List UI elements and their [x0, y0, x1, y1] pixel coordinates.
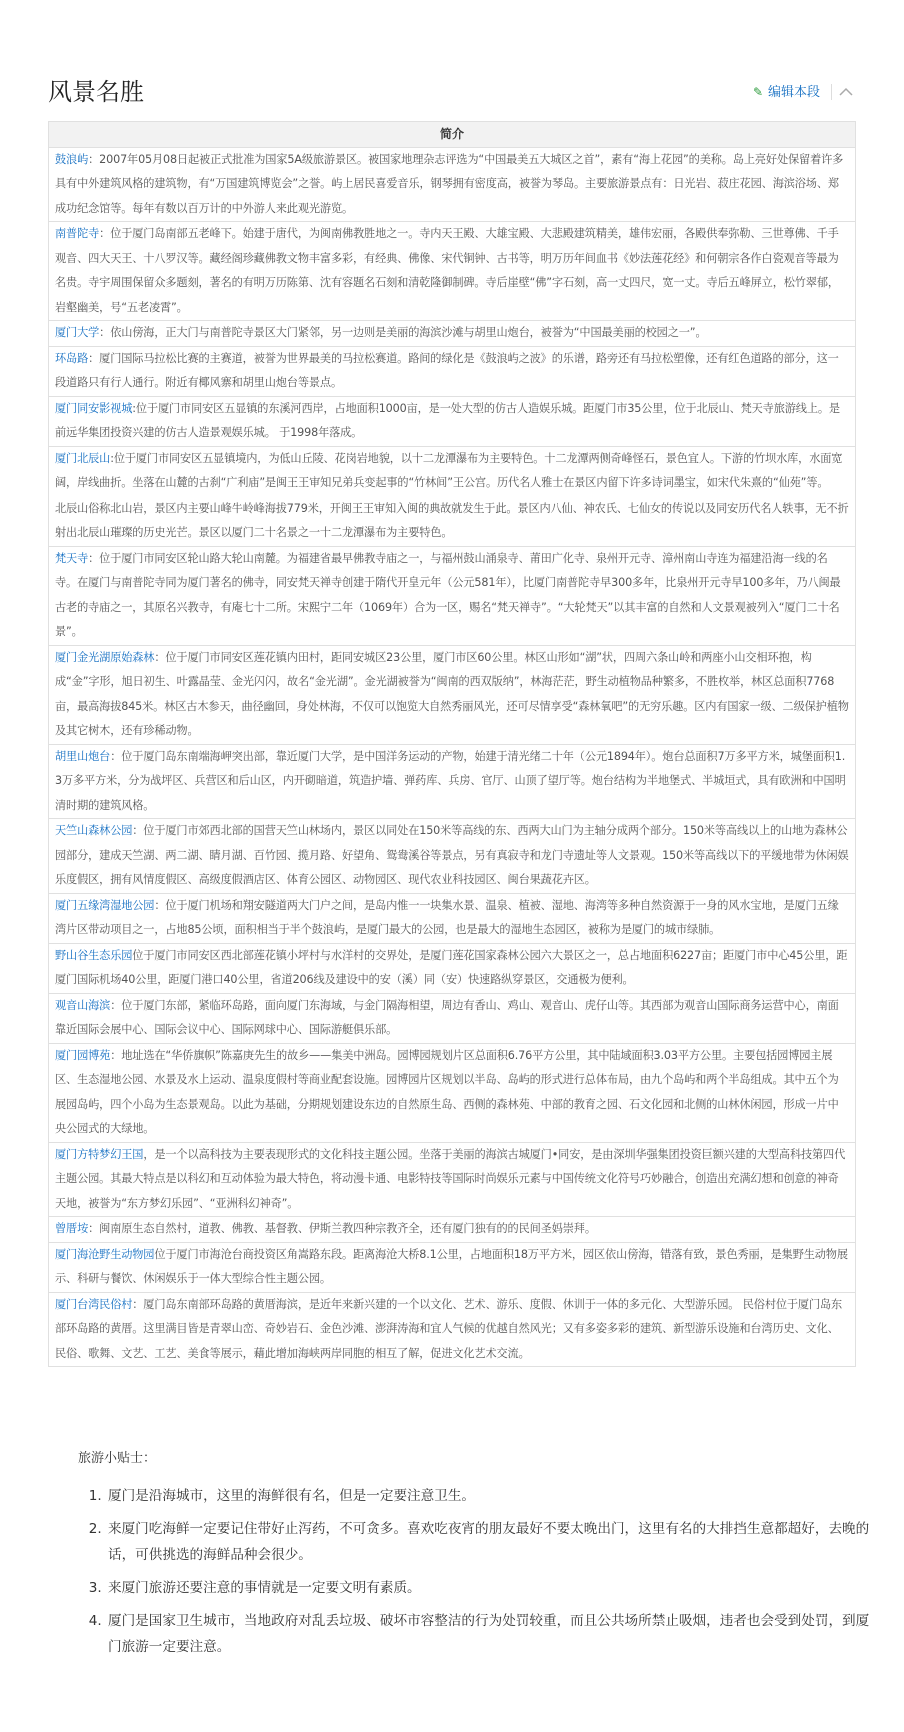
table-row	[49, 893, 856, 943]
spot-description: ：厦门岛东南部环岛路的黄厝海滨，是近年来新兴建的一个以文化、艺术、游乐、度假、休训于一体的多元化、大型游乐园。 民俗村位于厦门岛东部环岛路的黄厝。这里满目皆是青翠山峦、奇妙岩石、金色沙滩、澎湃涛海和宜人气候的优越自然风光；又有多姿多彩的建筑、新型游乐设施和台湾历史、文化、民俗、歌舞、文艺、工艺、美食等展示，藉此增加海峡两岸同胞的相互了解，促进文化艺术交流。	[55, 1297, 843, 1360]
spot-description: ：位于厦门岛东南端海岬突出部，靠近厦门大学，是中国洋务运动的产物，始建于清光绪二十年（公元1894年）。炮台总面积7万多平方米，城堡面积1.3万多平方米，分为战坪区、兵营区和后山区，内开砌暗道，筑造护墙、弹药库、兵房、官厅、山顶了望厅等。炮台结构为半地堡式、半城垣式，具有欧洲和中国明清时期的建筑风格。	[55, 749, 846, 812]
spot-name-link[interactable]: 野山谷生态乐园	[55, 948, 133, 962]
tip-item: 4. 厦门是国家卫生城市，当地政府对乱丢垃圾、破坏市容整洁的行为处罚较重，而且公共场所禁止吸烟，违者也会受到处罚，到厦门旅游一定要注意。	[106, 1608, 876, 1660]
table-cell	[49, 446, 856, 546]
spot-name-link[interactable]: 厦门金光湖原始森林	[55, 650, 155, 664]
collapse-button[interactable]	[836, 82, 856, 102]
table-cell	[49, 1142, 856, 1217]
tip-item: 2. 来厦门吃海鲜一定要记住带好止泻药，不可贪多。喜欢吃夜宵的朋友最好不要太晚出门，这里有名的大排挡生意都超好，去晚的话，可供挑选的海鲜品种会很少。	[106, 1516, 876, 1568]
spot-description: 位于厦门市同安区西北部莲花镇小坪村与水洋村的交界处，是厦门莲花国家森林公园六大景区之一，总占地面积6227亩；距厦门市中心45公里，距厦门国际机场40公里，距厦门港口40公里，省道206线及建设中的安（溪）同（安）快速路纵穿景区，交通极为便利。	[55, 948, 848, 986]
spot-description-extra: 北辰山俗称北山岩，景区内主要山峰牛岭峰海拔779米，开闽王王审知入闽的典故就发生于此。景区内八仙、神农氏、七仙女的传说以及同安历代名人轶事，无不折射出北辰山璀璨的历史光芒。景区以厦门二十名景之一十二龙潭瀑布为主要特色。	[55, 501, 849, 539]
spot-name-link[interactable]: 曾厝垵	[55, 1222, 89, 1235]
edit-section-label: 编辑本段	[767, 85, 820, 100]
table-cell	[49, 993, 856, 1043]
spot-description: ：依山傍海，正大门与南普陀寺景区大门紧邻，另一边则是美丽的海滨沙滩与胡里山炮台，被誉为“中国最美丽的校园之一”。	[99, 326, 707, 339]
spot-name-link[interactable]: 厦门北辰山	[55, 451, 111, 465]
table-row	[49, 546, 856, 645]
spot-name-link[interactable]: 厦门大学	[55, 326, 100, 339]
spot-description: :位于厦门市同安区五显镇的东溪河西岸，占地面积1000亩，是一处大型的仿古人造娱乐城。距厦门市35公里，位于北辰山、梵天寺旅游线上。是前远华集团投资兴建的仿古人造景观娱乐城。 于1998年落成。	[55, 401, 840, 439]
table-cell	[49, 744, 856, 819]
spot-name-link[interactable]: 环岛路	[55, 351, 89, 365]
tips-list	[88, 1483, 876, 1667]
spot-description: ：位于厦门市郊西北部的国营天竺山林场内，景区以同处在150米等高线的东、西两大山门为主轴分成两个部分。150米等高线以上的山地为森林公园部分，建成天竺湖、两二湖、睛月湖、百竹园、揽月路、好望角、鸳鸯溪谷等景点，另有真寂寺和龙门寺遗址等人文景观。150米等高线以下的平缓地带为休闲娱乐度假区，拥有风情度假区、高级度假酒店区、体育公园区、动物园区、现代农业科技园区、闽台果蔬花卉区。	[55, 824, 849, 886]
edit-section-link[interactable]	[753, 83, 820, 102]
table-cell	[49, 546, 856, 645]
table-cell	[49, 321, 856, 347]
table-header: 简介	[49, 122, 856, 148]
intro-table-body	[49, 147, 856, 1367]
table-row	[49, 446, 856, 546]
spot-name-link[interactable]: 南普陀寺	[55, 227, 100, 240]
table-row	[49, 993, 856, 1043]
spot-description: ：地址选在“华侨旗帜”陈嘉庚先生的故乡——集美中洲岛。园博园规划片区总面积6.76平方公里，其中陆域面积3.03平方公里。主要包括园博园主展区、生态湿地公园、水景及水上运动、温泉度假村等商业配套设施。园博园片区规划以半岛、岛屿的形式进行总体布局，由九个岛屿和两个半岛组成。其中五个为展园岛屿，四个小岛为生态景观岛。以此为基础，分期规划建设东边的自然原生岛、西侧的森林苑、中部的教育之园、石文化园和北侧的山林休闲园，形成一片中央公园式的大绿地。	[55, 1048, 839, 1135]
table-cell	[49, 1217, 856, 1243]
table-cell	[49, 1292, 856, 1367]
table-cell	[49, 943, 856, 993]
spot-description: ：位于厦门市同安区轮山路大轮山南麓。为福建省最早佛教寺庙之一，与福州鼓山涌泉寺、莆田广化寺、泉州开元寺、漳州南山寺连为福建沿海一线的名寺。在厦门与南普陀寺同为厦门著名的佛寺，同安梵天禅寺创建于隋代开皇元年（公元581年），比厦门南普陀寺早300多年，比泉州开元寺早100多年，乃八闽最古老的寺庙之一，其原名兴教寺，有庵七十二所。宋熙宁二年（1069年）合为一区，赐名“梵天禅寺”。“大轮梵天”以其丰富的自然和人文景观被列入“厦门二十名景”。	[55, 551, 841, 638]
intro-table	[48, 121, 856, 1367]
spot-description: :位于厦门市同安区五显镇境内，为低山丘陵、花岗岩地貌，以十二龙潭瀑布为主要特色。十二龙潭两侧奇峰怪石，景色宜人。下游的竹坝水库，水面宽阔，岸线曲折。坐落在山麓的古刹“广利庙”是闽王王审知兄弟兵变起事的“竹林间”王公宫。历代名人雅士在景区内留下许多诗词墨宝，如宋代朱熹的“仙苑”等。	[55, 451, 843, 489]
table-cell	[49, 346, 856, 396]
table-cell	[49, 147, 856, 222]
spot-description: ：位于厦门东部，紧临环岛路，面向厦门东海域，与金门隔海相望，周边有香山、鸡山、观音山、虎仔山等。其西部为观音山国际商务运营中心，南面靠近国际会展中心、国际会议中心、国际网球中心、国际游艇俱乐部。	[55, 998, 839, 1036]
spot-name-link[interactable]: 天竺山森林公园	[55, 824, 133, 837]
table-row	[49, 346, 856, 396]
spot-description: ：厦门国际马拉松比赛的主赛道，被誉为世界最美的马拉松赛道。路间的绿化是《鼓浪屿之波》的乐谱，路旁还有马拉松塑像，还有红色道路的部分，这一段道路只有行人通行。附近有椰风寨和胡里山炮台等景点。	[55, 351, 839, 389]
table-cell	[49, 222, 856, 321]
table-row	[49, 943, 856, 993]
table-row	[49, 396, 856, 446]
tips-heading: 旅游小贴士：	[78, 1451, 157, 1466]
table-cell	[49, 1242, 856, 1292]
pencil-icon: ✎	[752, 85, 764, 99]
table-cell	[49, 396, 856, 446]
header-divider	[831, 84, 832, 100]
table-row	[49, 819, 856, 894]
spot-description: ：2007年05月08日起被正式批准为国家5A级旅游景区。被国家地理杂志评选为“中国最美五大城区之首”，素有“海上花园”的美称。岛上亮好处保留着许多具有中外建筑风格的建筑物，有“万国建筑博览会”之誉。屿上居民喜爱音乐，钢琴拥有密度高，被誉为琴岛。主要旅游景点有：日光岩、菽庄花园、海滨浴场、郑成功纪念馆等。每年有数以百万计的中外游人来此观光游览。	[55, 152, 844, 215]
table-cell	[49, 1043, 856, 1142]
chevron-up-icon	[836, 82, 856, 102]
tip-item: 1. 厦门是沿海城市，这里的海鲜很有名，但是一定要注意卫生。	[106, 1483, 876, 1509]
spot-name-link[interactable]: 厦门方特梦幻王国	[55, 1147, 144, 1161]
spot-name-link[interactable]: 厦门海沧野生动物园	[55, 1247, 155, 1261]
table-row	[49, 1217, 856, 1243]
spot-name-link[interactable]: 厦门同安影视城	[55, 401, 133, 415]
table-cell	[49, 819, 856, 894]
spot-description: ：闽南原生态自然村，道教、佛教、基督教、伊斯兰教四种宗教齐全，还有厦门独有的的民间圣妈崇拜。	[88, 1222, 596, 1235]
table-row	[49, 1043, 856, 1142]
spot-description: 位于厦门市海沧台商投资区角嵩路东段。距离海沧大桥8.1公里，占地面积18万平方米，园区依山傍海，错落有致，景色秀丽，是集野生动物展示、科研与餐饮、休闲娱乐于一体大型综合性主题公园。	[55, 1247, 848, 1285]
table-cell	[49, 893, 856, 943]
spot-name-link[interactable]: 厦门台湾民俗村	[55, 1297, 133, 1311]
table-row	[49, 744, 856, 819]
table-row	[49, 147, 856, 222]
spot-name-link[interactable]: 观音山海滨	[55, 998, 111, 1012]
spot-name-link[interactable]: 胡里山炮台	[55, 749, 111, 763]
table-cell	[49, 645, 856, 744]
spot-name-link[interactable]: 厦门园博苑	[55, 1048, 111, 1062]
table-row	[49, 1242, 856, 1292]
table-row	[49, 645, 856, 744]
spot-name-link[interactable]: 鼓浪屿	[55, 152, 89, 166]
table-row	[49, 1142, 856, 1217]
table-row	[49, 222, 856, 321]
section-header	[48, 72, 856, 112]
table-row	[49, 321, 856, 347]
spot-name-link[interactable]: 厦门五缘湾湿地公园	[55, 898, 155, 912]
spot-description: ，是一个以高科技为主要表现形式的文化科技主题公园。坐落于美丽的海滨古城厦门•同安，是由深圳华强集团投资巨额兴建的大型高科技第四代主题公园。其最大特点是以科幻和互动体验为最大特色，将动漫卡通、电影特技等国际时尚娱乐元素与中国传统文化符号巧妙融合，创造出充满幻想和创意的神奇天地，被誉为“东方梦幻乐园”、“亚洲科幻神奇”。	[55, 1147, 846, 1210]
section-title: 风景名胜	[48, 78, 144, 106]
table-row	[49, 1292, 856, 1367]
spot-description: ：位于厦门岛南部五老峰下。始建于唐代，为闽南佛教胜地之一。寺内天王殿、大雄宝殿、大悲殿建筑精美，雄伟宏丽，各殿供奉弥勒、三世尊佛、千手观音、四大天王、十八罗汉等。藏经阁珍藏佛教文物丰富多彩，有经典、佛像、宋代铜钟、古书等，明万历年间血书《妙法莲花经》和何朝宗各作白瓷观音等最为名贵。寺宇周围保留众多题刻，著名的有明万历陈第、沈有容题名石刻和清乾隆御制碑。寺后崖壁“佛”字石刻，高一丈四尺，宽一丈。寺后五峰屏立，松竹翠郁，岩壑幽美，号“五老凌霄”。	[55, 227, 839, 314]
tip-item: 3. 来厦门旅游还要注意的事情就是一定要文明有素质。	[106, 1575, 876, 1601]
spot-description: ：位于厦门市同安区莲花镇内田村，距同安城区23公里，厦门市区60公里。林区山形如“湖”状，四周六条山岭和两座小山交相环抱，构成“金”字形，旭日初生、叶露晶莹、金光闪闪，故名“金光湖”。金光湖被誉为“闽南的西双版纳”，林海茫茫，野生动植物品种繁多，不胜枚举，林区总面积7768亩，最高海拔845米。林区古木参天，曲径幽回，身处林海，不仅可以饱览大自然秀丽风光，还可尽情享受“森林氧吧”的无穷乐趣。区内有国家一级、二级保护植物及其它树木，还有珍稀动物。	[55, 650, 849, 737]
spot-description: ：位于厦门机场和翔安隧道两大门户之间，是岛内惟一一块集水景、温泉、植被、湿地、海湾等多种自然资源于一身的风水宝地，是厦门五缘湾片区带动项目之一，占地85公顷，面积相当于半个鼓浪屿，是厦门最大的公园，也是最大的湿地生态园区，被称为是厦门的城市绿肺。	[55, 898, 839, 936]
spot-name-link[interactable]: 梵天寺	[55, 551, 89, 565]
